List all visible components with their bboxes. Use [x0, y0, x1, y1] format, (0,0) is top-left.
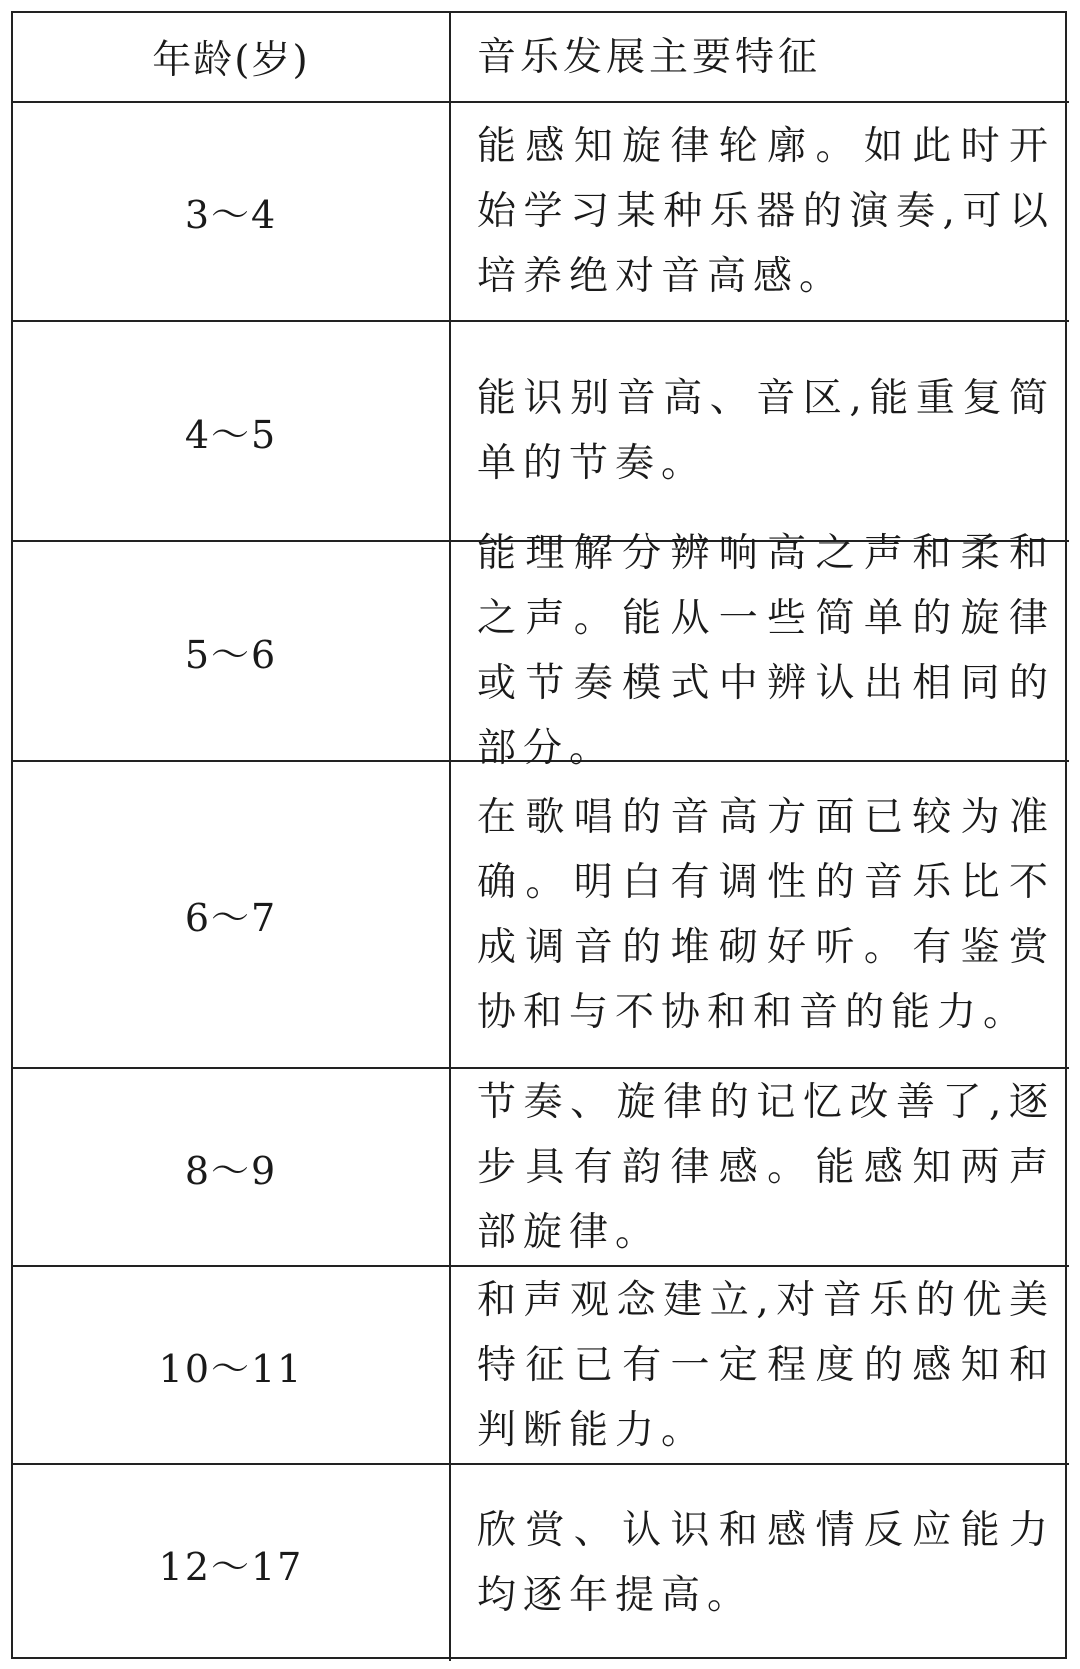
row-age-cell: 3～4 — [13, 103, 451, 322]
row-feature-cell: 和声观念建立,对音乐的优美特征已有一定程度的感知和判断能力。 — [451, 1267, 1069, 1465]
row-feature-cell: 节奏、旋律的记忆改善了,逐步具有韵律感。能感知两声部旋律。 — [451, 1069, 1069, 1267]
row-age-cell: 6～7 — [13, 762, 451, 1069]
row-feature-cell: 能理解分辨响高之声和柔和之声。能从一些简单的旋律或节奏模式中辨认出相同的部分。 — [451, 542, 1069, 762]
row-age-cell: 4～5 — [13, 322, 451, 542]
music-development-table — [11, 11, 1067, 1659]
header-feature: 音乐发展主要特征 — [451, 13, 1069, 103]
row-age-cell: 5～6 — [13, 542, 451, 762]
row-age-cell: 12～17 — [13, 1465, 451, 1661]
row-age-cell: 8～9 — [13, 1069, 451, 1267]
row-age-cell: 10～11 — [13, 1267, 451, 1465]
row-feature-cell: 能感知旋律轮廓。如此时开始学习某种乐器的演奏,可以培养绝对音高感。 — [451, 103, 1069, 322]
row-feature-cell: 能识别音高、音区,能重复简单的节奏。 — [451, 322, 1069, 542]
row-feature-cell: 欣赏、认识和感情反应能力均逐年提高。 — [477, 1508, 1055, 1618]
row-feature-cell: 在歌唱的音高方面已较为准确。明白有调性的音乐比不成调音的堆砌好听。有鉴赏协和与不协和和音的能力。 — [451, 762, 1069, 1069]
header-age: 年龄(岁) — [13, 13, 451, 103]
